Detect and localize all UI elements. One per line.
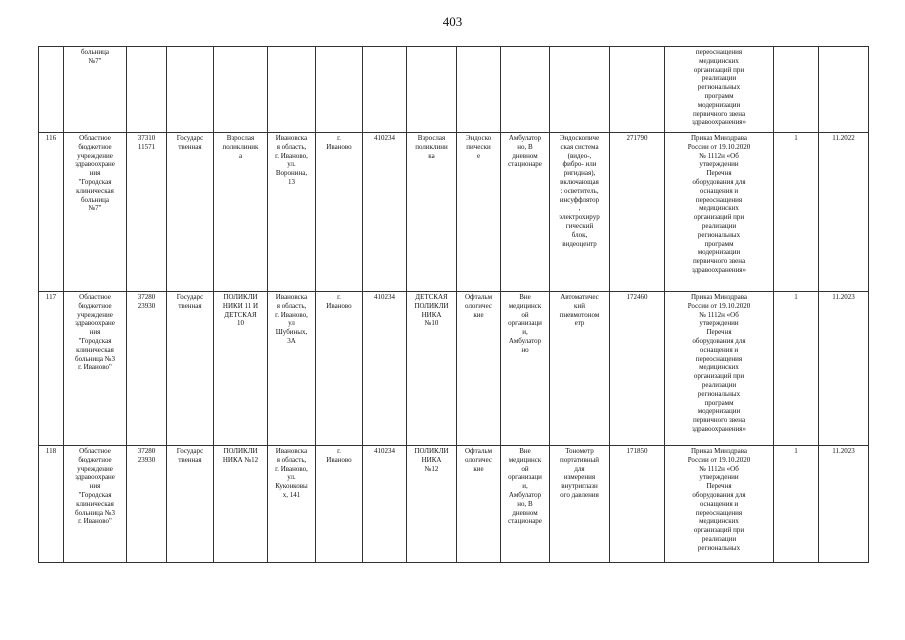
cell-date bbox=[819, 47, 869, 133]
cell-num: 117 bbox=[39, 292, 64, 446]
cell-city: г. Иваново bbox=[316, 292, 363, 446]
cell-address bbox=[268, 47, 316, 133]
cell-num: 116 bbox=[39, 133, 64, 292]
cell-city bbox=[316, 47, 363, 133]
cell-care: Вне медицинск ой организаци и, Амбулатор но, В дневном стационаре bbox=[501, 446, 550, 563]
cell-code: 410234 bbox=[363, 446, 407, 563]
cell-unit2: Взрослая поликлини ка bbox=[407, 133, 457, 292]
cell-basis: переоснащения медицинских организаций при реализации региональных программ модернизации первичного звена здравоохранения» bbox=[665, 47, 774, 133]
cell-form: Государс твенная bbox=[167, 292, 214, 446]
cell-code: 410234 bbox=[363, 292, 407, 446]
cell-profile bbox=[457, 47, 501, 133]
cell-profile: Офтальм ологичес кие bbox=[457, 446, 501, 563]
cell-equipment: Автоматичес кий пневмотоном етр bbox=[550, 292, 610, 446]
cell-inn: 37280 23930 bbox=[127, 446, 167, 563]
cell-org: больница №7" bbox=[64, 47, 127, 133]
cell-code bbox=[363, 47, 407, 133]
cell-form: Государс твенная bbox=[167, 446, 214, 563]
table-row bbox=[39, 292, 869, 446]
cell-basis: Приказ Минздрава России от 19.10.2020 № 1112н «Об утверждении Перечня оборудования для оснащения и переоснащения медицинских организаций при реализации региональных программ модернизации первичного звена здравоохранения» bbox=[665, 133, 774, 292]
cell-form: Государс твенная bbox=[167, 133, 214, 292]
cell-basis: Приказ Минздрава России от 19.10.2020 № 1112н «Об утверждении Перечня оборудования для оснащения и переоснащения медицинских организаций при реализации региональных bbox=[665, 446, 774, 563]
cell-unit2: ПОЛИКЛИ НИКА №12 bbox=[407, 446, 457, 563]
cell-price: 171850 bbox=[610, 446, 665, 563]
cell-unit2 bbox=[407, 47, 457, 133]
cell-unit: ПОЛИКЛИ НИКИ 11 И ДЕТСКАЯ 10 bbox=[214, 292, 268, 446]
cell-qty bbox=[774, 47, 819, 133]
cell-unit bbox=[214, 47, 268, 133]
cell-price bbox=[610, 47, 665, 133]
table-row bbox=[39, 446, 869, 563]
cell-inn: 37280 23930 bbox=[127, 292, 167, 446]
cell-date: 11.2023 bbox=[819, 292, 869, 446]
cell-qty: 1 bbox=[774, 292, 819, 446]
cell-address: Ивановска я область, г. Иваново, ул. Воронина, 13 bbox=[268, 133, 316, 292]
cell-unit: ПОЛИКЛИ НИКА №12 bbox=[214, 446, 268, 563]
cell-org: Областное бюджетное учреждение здравоохране ния "Городская клиническая больница №7" bbox=[64, 133, 127, 292]
cell-price: 271790 bbox=[610, 133, 665, 292]
cell-inn bbox=[127, 47, 167, 133]
cell-address: Ивановска я область, г. Иваново, ул Шубиных, 3А bbox=[268, 292, 316, 446]
cell-profile: Эндоско пически е bbox=[457, 133, 501, 292]
cell-code: 410234 bbox=[363, 133, 407, 292]
cell-care: Амбулатор но, В дневном стационаре bbox=[501, 133, 550, 292]
cell-inn: 37310 11571 bbox=[127, 133, 167, 292]
cell-equipment: Эндоскопиче ская система (видео-, фибро- или ригидная), включающая : осветитель, инсуффлятор , электрохирур гический блок, видеоцентр bbox=[550, 133, 610, 292]
cell-date: 11.2023 bbox=[819, 446, 869, 563]
cell-date: 11.2022 bbox=[819, 133, 869, 292]
cell-qty: 1 bbox=[774, 133, 819, 292]
cell-city: г. Иваново bbox=[316, 446, 363, 563]
cell-form bbox=[167, 47, 214, 133]
cell-address: Ивановска я область, г. Иваново, ул. Куконковы х, 141 bbox=[268, 446, 316, 563]
cell-num: 118 bbox=[39, 446, 64, 563]
cell-equipment: Тонометр портативный для измерения внутриглазн ого давления bbox=[550, 446, 610, 563]
cell-qty: 1 bbox=[774, 446, 819, 563]
cell-care: Вне медицинск ой организаци и, Амбулатор но bbox=[501, 292, 550, 446]
cell-city: г. Иваново bbox=[316, 133, 363, 292]
cell-org: Областное бюджетное учреждение здравоохране ния "Городская клиническая больница №3 г. Иваново" bbox=[64, 292, 127, 446]
cell-org: Областное бюджетное учреждение здравоохране ния "Городская клиническая больница №3 г. Иваново" bbox=[64, 446, 127, 563]
table-row bbox=[39, 133, 869, 292]
cell-num bbox=[39, 47, 64, 133]
cell-basis: Приказ Минздрава России от 19.10.2020 № 1112н «Об утверждении Перечня оборудования для оснащения и переоснащения медицинских организаций при реализации региональных программ модернизации первичного звена здравоохранения» bbox=[665, 292, 774, 446]
cell-profile: Офтальм ологичес кие bbox=[457, 292, 501, 446]
cell-unit2: ДЕТСКАЯ ПОЛИКЛИ НИКА №10 bbox=[407, 292, 457, 446]
cell-unit: Взрослая поликлиник а bbox=[214, 133, 268, 292]
equipment-table bbox=[38, 46, 869, 563]
cell-equipment bbox=[550, 47, 610, 133]
page-number: 403 bbox=[442, 14, 463, 29]
cell-care bbox=[501, 47, 550, 133]
table-row-continuation bbox=[39, 47, 869, 133]
cell-price: 172460 bbox=[610, 292, 665, 446]
